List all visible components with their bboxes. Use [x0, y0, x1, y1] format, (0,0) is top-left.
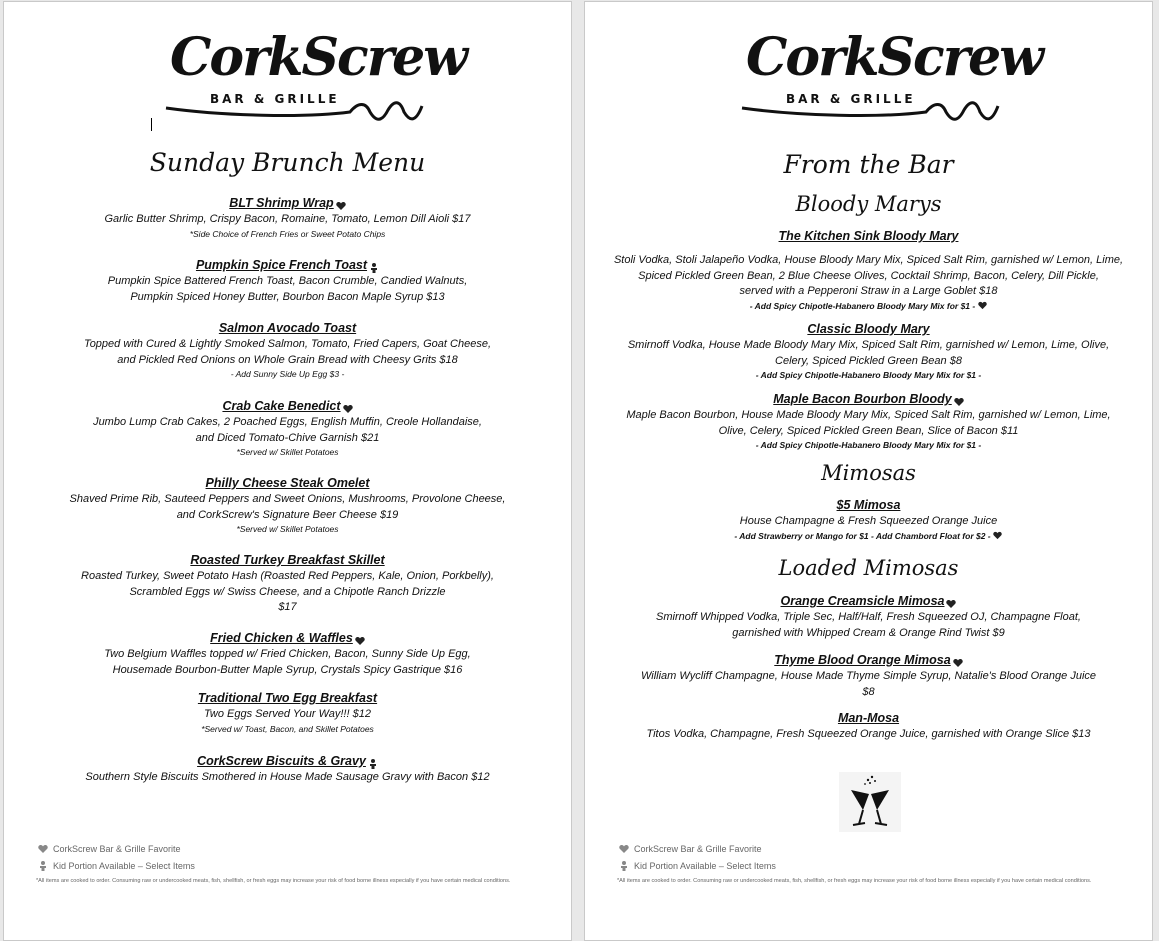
heart-icon	[343, 401, 353, 411]
bar-menu-page	[584, 1, 1153, 941]
brunch-menu-page	[3, 1, 572, 941]
heart-icon	[355, 633, 365, 643]
kid-icon	[619, 861, 629, 871]
heart-icon	[336, 198, 346, 208]
disclaimer: *All items are cooked to order. Consuming raw or undercooked meats, fish, shellfish, or fresh eggs may increase your risk of food borne illness especially if you have certain medical conditions.	[617, 878, 1092, 884]
item-name: BLT Shrimp Wrap	[229, 196, 334, 210]
champagne-glasses-icon	[839, 772, 901, 832]
brunch-menu-title: Sunday Brunch Menu	[149, 148, 426, 177]
menu-item: Classic Bloody Mary Smirnoff Vodka, House Made Bloody Mary Mix, Spiced Salt Rim, garnished w/ Lemon, Lime, Olive, Celery, Spiced Pickled Green Bean $8 - Add Spicy Chipotle-Habanero Bloody Mary Mix for $1 -	[627, 322, 1110, 380]
heart-icon	[946, 596, 956, 606]
heart-icon	[38, 844, 48, 854]
logo-underline-swoosh	[740, 94, 1010, 124]
section-title-mimosas: Mimosas	[821, 461, 916, 485]
heart-icon	[619, 844, 629, 854]
heart-icon	[954, 394, 964, 404]
corkscrew-logo: CorkScrew BAR & GRILLE	[164, 38, 434, 130]
menu-item: Fried Chicken & Waffles Two Belgium Waffles topped w/ Fried Chicken, Bacon, Sunny Side Up Egg, Housemade Bourbon-Butter Maple Syrup, Crystals Spicy Gastrique $16	[104, 631, 471, 676]
menu-item: Salmon Avocado Toast Topped with Cured & Lightly Smoked Salmon, Tomato, Fried Capers, Goat Cheese, and Pickled Red Onions on Whole Grain Bread with Cheesy Grits $18 - Add Sunny Side Up Egg $3 -	[83, 321, 491, 379]
menu-item: The Kitchen Sink Bloody Mary Stoli Vodka, Stoli Jalapeño Vodka, House Bloody Mary Mix, Spiced Salt Rim, garnished w/ Lemon, Lime, Spiced Pickled Green Bean, 2 Blue Cheese Olives, Cocktail Shrimp, Bacon, Celery, Dill Pickle, served with a Pepperoni Straw in a Large Goblet $18 - Add Spicy Chipotle-Habanero Bloody Mary Mix for $1 -	[613, 229, 1124, 311]
kid-icon	[368, 756, 378, 766]
section-title-bloody-marys: Bloody Marys	[795, 192, 942, 216]
menu-item: BLT Shrimp Wrap Garlic Butter Shrimp, Crispy Bacon, Romaine, Tomato, Lemon Dill Aioli $17 *Side Choice of French Fries or Sweet Potato Chips	[104, 196, 471, 239]
menu-item: Man-Mosa Titos Vodka, Champagne, Fresh Squeezed Orange Juice, garnished with Orange Slice $13	[646, 711, 1091, 740]
kid-icon	[38, 861, 48, 871]
legend: CorkScrew Bar & Grille Favorite Kid Portion Available – Select Items	[38, 840, 195, 874]
disclaimer: *All items are cooked to order. Consuming raw or undercooked meats, fish, shellfish, or fresh eggs may increase your risk of food borne illness especially if you have certain medical conditions.	[36, 878, 511, 884]
heart-icon	[977, 301, 987, 311]
menu-item: Thyme Blood Orange Mimosa William Wycliff Champagne, House Made Thyme Simple Syrup, Natalie's Blood Orange Juice $8	[640, 653, 1097, 698]
menu-item: Philly Cheese Steak Omelet Shaved Prime Rib, Sauteed Peppers and Sweet Onions, Mushrooms, Provolone Cheese, and CorkScrew's Signature Beer Cheese $19 *Served w/ Skillet Potatoes	[69, 476, 506, 534]
menu-item: $5 Mimosa House Champagne & Fresh Squeezed Orange Juice - Add Strawberry or Mango for $1 - Add Chambord Float for $2 -	[585, 496, 1152, 543]
corkscrew-logo: CorkScrew BAR & GRILLE	[740, 38, 1010, 130]
heart-icon	[993, 531, 1003, 541]
menu-item: CorkScrew Biscuits & Gravy Southern Style Biscuits Smothered in House Made Sausage Gravy with Bacon $12	[85, 754, 490, 783]
text-cursor	[151, 118, 152, 131]
heart-icon	[953, 655, 963, 665]
menu-item: Roasted Turkey Breakfast Skillet Roasted Turkey, Sweet Potato Hash (Roasted Red Peppers, Kale, Onion, Porkbelly), Scrambled Eggs w/ Swiss Cheese, and a Chipotle Ranch Drizzle $17	[81, 553, 494, 613]
menu-item: Traditional Two Egg Breakfast Two Eggs Served Your Way!!! $12 *Served w/ Toast, Bacon, and Skillet Potatoes	[197, 691, 378, 734]
section-title-loaded-mimosas: Loaded Mimosas	[778, 556, 959, 580]
menu-item: Orange Creamsicle Mimosa Smirnoff Whipped Vodka, Triple Sec, Half/Half, Fresh Squeezed OJ, Champagne Float, garnished with Whipped Cream & Orange Rind Twist $9	[656, 594, 1081, 639]
menu-item: Maple Bacon Bourbon Bloody Maple Bacon Bourbon, House Made Bloody Mary Mix, Spiced Salt Rim, garnished w/ Lemon, Lime, Olive, Celery, Spiced Pickled Green Bean, Slice of Bacon $11 - Add Spicy Chipotle-Habanero Bloody Mary Mix for $1 -	[626, 392, 1111, 450]
menu-item: Crab Cake Benedict Jumbo Lump Crab Cakes, 2 Poached Eggs, English Muffin, Creole Hollandaise, and Diced Tomato-Chive Garnish $21 *Served w/ Skillet Potatoes	[93, 399, 482, 457]
bar-menu-title: From the Bar	[783, 150, 954, 179]
legend: CorkScrew Bar & Grille Favorite Kid Portion Available – Select Items	[619, 840, 776, 874]
logo-underline-swoosh	[164, 94, 434, 124]
menu-item: Pumpkin Spice French Toast Pumpkin Spice Battered French Toast, Bacon Crumble, Candied Walnuts, Pumpkin Spiced Honey Butter, Bourbon Bacon Maple Syrup $13	[107, 258, 468, 303]
kid-icon	[369, 260, 379, 270]
